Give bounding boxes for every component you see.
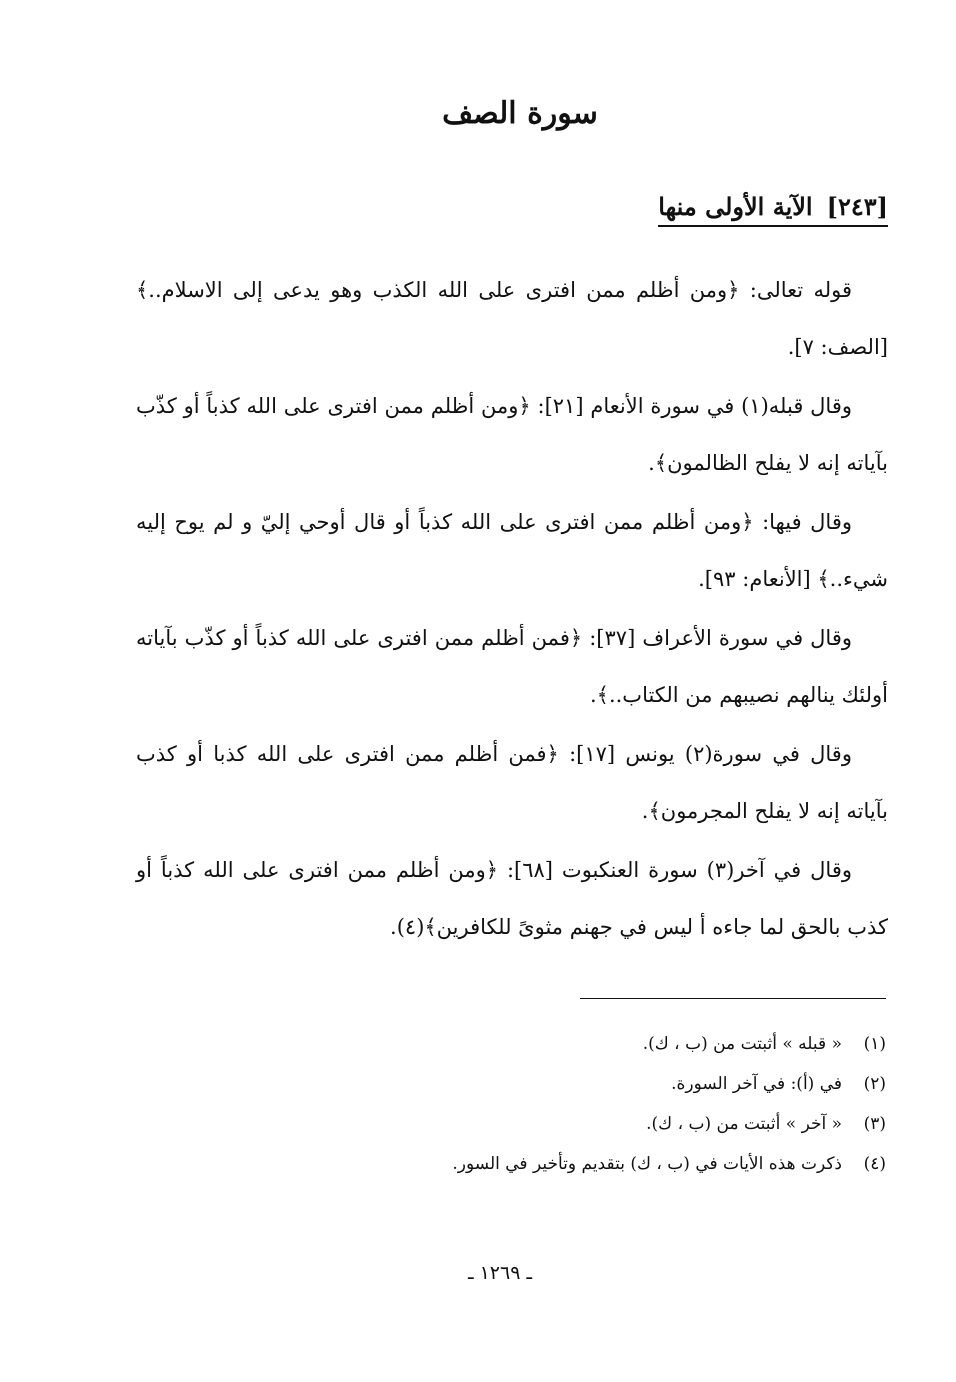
footnote xyxy=(126,1144,886,1184)
footnotes xyxy=(126,1024,886,1184)
footnote xyxy=(126,1024,886,1064)
footnote-text: في (أ): في آخر السورة. xyxy=(671,1074,842,1094)
footnote-text: ذكرت هذه الأيات في (ب ، ك) بتقديم وتأخير في السور. xyxy=(452,1154,842,1174)
paragraph: وقال فيها: ﴿ومن أظلم ممن افترى على الله كذباً أو قال أوحي إليّ و لم يوح إليه شيء..﴾ [الأنعام: ٩٣]. xyxy=(136,510,888,591)
footnote-number: (١) xyxy=(863,1034,886,1054)
paragraph: وقال في سورة الأعراف [٣٧]: ﴿فمن أظلم ممن افترى على الله كذباً أو كذّب بآياته أولئك ينالهم نصيبهم من الكتاب..﴾. xyxy=(136,626,888,707)
paragraph: وقال في سورة(٢) يونس [١٧]: ﴿فمن أظلم ممن افترى على الله كذبا أو كذب بآياته إنه لا يفلح المجرمون﴾. xyxy=(136,742,888,823)
footnote-text: « آخر » أثبتت من (ب ، ك). xyxy=(646,1114,842,1134)
footnote xyxy=(126,1104,886,1144)
footnote-number: (٤) xyxy=(863,1154,886,1174)
section-heading-text: الآية الأولى منها xyxy=(658,192,813,221)
footnote-text: « قبله » أثبتت من (ب ، ك). xyxy=(642,1034,842,1054)
paragraph: قوله تعالى: ﴿ومن أظلم ممن افترى على الله الكذب وهو يدعى إلى الاسلام..﴾ [الصف: ٧]. xyxy=(136,278,888,359)
body-text xyxy=(136,262,888,956)
section-number: [٢٤٣] xyxy=(826,192,888,221)
paragraph: وقال في آخر(٣) سورة العنكبوت [٦٨]: ﴿ومن أظلم ممن افترى على الله كذباً أو كذب بالحق لما جاءه أ ليس في جهنم مثوىً للكافرين﴾(٤). xyxy=(136,858,888,939)
footnote-number: (٣) xyxy=(863,1114,886,1134)
footnote-divider xyxy=(580,998,886,999)
section-heading xyxy=(658,192,888,227)
paragraph: وقال قبله(١) في سورة الأنعام [٢١]: ﴿ومن أظلم ممن افترى على الله كذباً أو كذّب بآياته إنه لا يفلح الظالمون﴾. xyxy=(136,394,888,475)
page-number: ـ ١٢٦٩ ـ xyxy=(467,1262,533,1284)
footnote xyxy=(126,1064,886,1104)
page-title: سورة الصف xyxy=(442,96,598,131)
footnote-number: (٢) xyxy=(863,1074,886,1094)
